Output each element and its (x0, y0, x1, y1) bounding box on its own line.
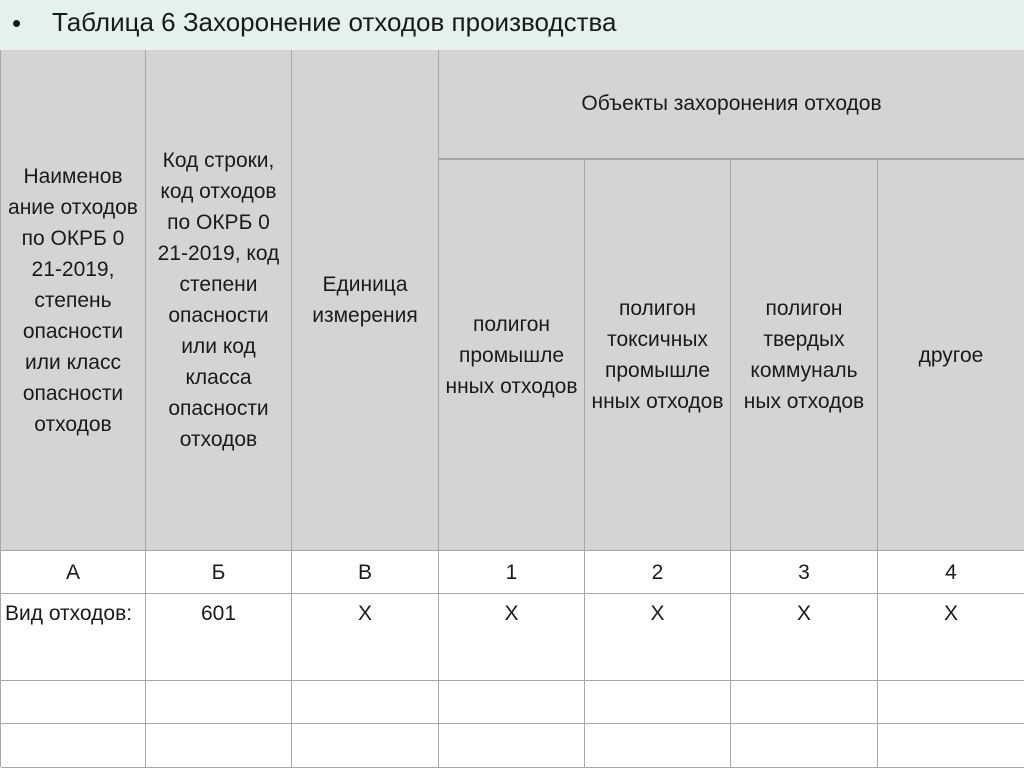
header-burial-objects-label: Объекты захоронения отходов (581, 92, 882, 115)
col-number-1: 1 (439, 551, 585, 594)
table-cell-empty (439, 681, 585, 724)
table-cell-empty (1, 724, 146, 768)
header-industrial-landfill-label: полигон промышле нных отходов (445, 312, 578, 398)
header-row-code (146, 50, 292, 551)
header-waste-name-label: Наименов ание отходов по ОКРБ 0 21-2019, степень опасности или класс опасности отходов (8, 164, 138, 436)
header-other-label: другое (918, 343, 984, 367)
table-row-waste-type-industrial: X (439, 594, 585, 681)
table-cell-empty (878, 724, 1024, 768)
page-title: Таблица 6 Захоронение отходов производства (52, 7, 617, 37)
header-toxic-landfill-label: полигон токсичных промышле нных отходов (591, 297, 724, 413)
bullet-icon: • (12, 8, 22, 38)
table-cell-empty (731, 681, 878, 724)
table-row-waste-type-code: 601 (146, 594, 292, 681)
table-cell-empty (292, 724, 439, 768)
col-number-b: Б (146, 551, 292, 594)
table-cell-empty (878, 681, 1024, 724)
table-cell-empty (1, 681, 146, 724)
col-number-v: В (292, 551, 439, 594)
table-cell-empty (585, 681, 731, 724)
header-industrial-landfill (439, 160, 585, 551)
table-row-waste-type-label: Вид отходов: (1, 594, 146, 681)
header-unit-label: Единица измерения (312, 273, 418, 327)
header-unit (292, 50, 439, 551)
table-cell-empty (292, 681, 439, 724)
table-cell-empty (146, 681, 292, 724)
col-number-4: 4 (878, 551, 1024, 594)
header-toxic-landfill (585, 160, 731, 551)
table-cell-empty (731, 724, 878, 768)
table-row-waste-type-other: X (878, 594, 1024, 681)
table-row-waste-type-municipal: X (731, 594, 878, 681)
col-number-a: А (1, 551, 146, 594)
header-burial-objects (439, 50, 1024, 160)
header-row-code-label: Код строки, код отходов по ОКРБ 0 21-2019, код степени опасности или код класса опасности отходов (157, 149, 280, 451)
title-bar (0, 0, 1024, 51)
header-other (878, 160, 1024, 551)
waste-burial-table (0, 50, 1024, 767)
header-waste-name (1, 50, 146, 551)
table-row-waste-type-toxic: X (585, 594, 731, 681)
col-number-2: 2 (585, 551, 731, 594)
header-municipal-landfill (731, 160, 878, 551)
table-row-waste-type-unit: X (292, 594, 439, 681)
col-number-3: 3 (731, 551, 878, 594)
table-cell-empty (439, 724, 585, 768)
table-cell-empty (585, 724, 731, 768)
table-cell-empty (146, 724, 292, 768)
header-municipal-landfill-label: полигон твердых коммуналь ных отходов (743, 297, 865, 413)
